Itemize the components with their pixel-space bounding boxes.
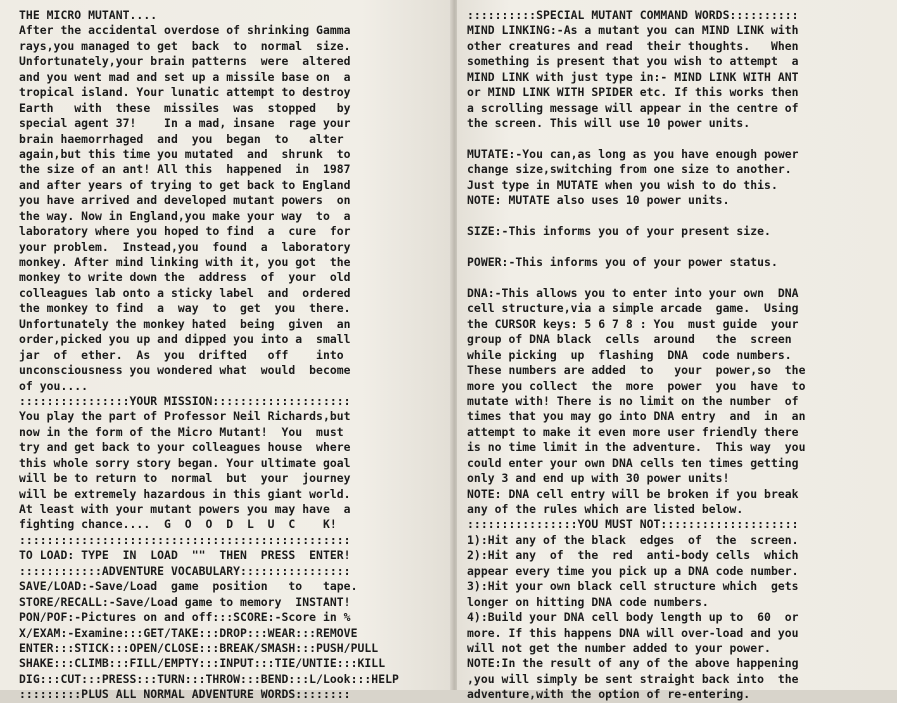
right-page [457, 0, 897, 702]
left-text-line: STORE/RECALL:-Save/Load game to memory INSTANT! [19, 594, 351, 609]
left-text-line: ENTER:::STICK:::OPEN/CLOSE:::BREAK/SMASH:::PUSH/PULL [19, 640, 379, 655]
right-text-line: MIND LINK with just type in:- MIND LINK WITH ANT [467, 69, 799, 84]
left-text-line: PON/POF:-Pictures on and off:::SCORE:-Score in % [19, 610, 351, 625]
left-text-line: :::::::::::::::::::::::::::::::::::::::::::::::: [19, 532, 351, 547]
left-text-line: X/EXAM:-Examine:::GET/TAKE:::DROP:::WEAR:::REMOVE [19, 625, 358, 640]
left-text-line: your problem. Instead,you found a laboratory [19, 239, 351, 254]
right-text-line: 1):Hit any of the black edges of the screen. [467, 532, 799, 547]
left-text-line: the monkey to find a way to get you there. [19, 301, 351, 316]
left-text-line: THE MICRO MUTANT.... [19, 8, 158, 22]
paragraph-gap [467, 209, 891, 224]
right-text-line: the screen. This will use 10 power units. [467, 116, 751, 131]
right-text-line: or MIND LINK WITH SPIDER etc. If this works then [467, 85, 799, 100]
right-text-line: is no time limit in the adventure. This way you [467, 440, 806, 455]
right-text-line: other creatures and read their thoughts. When [467, 38, 799, 53]
left-text-line: Earth with these missiles was stopped by [19, 100, 351, 115]
left-text-line: You play the part of Professor Neil Richards,but [19, 409, 351, 424]
right-text-line: NOTE: DNA cell entry will be broken if you break [467, 486, 799, 501]
left-text-line: and after years of trying to get back to England [19, 177, 351, 192]
right-text-line: NOTE: MUTATE also uses 10 power units. [467, 193, 730, 208]
left-text-line: jar of ether. As you drifted off into [19, 347, 344, 362]
right-text-line: Just type in MUTATE when you wish to do this. [467, 177, 778, 192]
right-text-line: could enter your own DNA cells ten times getting [467, 455, 799, 470]
right-text-line: POWER:-This informs you of your power status. [467, 255, 778, 269]
left-text-line: now in the form of the Micro Mutant! You must [19, 424, 344, 439]
right-text-line: times that you may go into DNA entry and in an [467, 409, 806, 424]
left-text-line: of you.... [19, 378, 89, 393]
right-text-line: cell structure,via a simple arcade game. Using [467, 301, 799, 316]
right-text-line: will not get the number added to your power. [467, 640, 771, 655]
right-text-line: group of DNA black cells around the screen [467, 332, 792, 347]
left-text-line: again,but this time you mutated and shrunk to [19, 146, 351, 161]
right-text-line: mutate with! There is no limit on the number of [467, 393, 799, 408]
left-text-line: and you went mad and set up a missile base on a [19, 69, 351, 84]
left-text-line: unconsciousness you wondered what would become [19, 363, 351, 378]
left-text-line: laboratory where you hoped to find a cure for [19, 224, 351, 239]
right-text-line: the CURSOR keys: 5 6 7 8 : You must guide your [467, 316, 799, 331]
left-text-line: :::::::::PLUS ALL NORMAL ADVENTURE WORDS:::::::: [19, 687, 351, 702]
left-text-line: will be to return to normal but your journey [19, 471, 351, 486]
right-text-line: MUTATE:-You can,as long as you have enough power [467, 146, 799, 161]
right-text-line: longer on hitting DNA code numbers. [467, 594, 709, 609]
right-text-line: ::::::::::::::::YOU MUST NOT:::::::::::::::::::: [467, 517, 799, 532]
right-text-line: NOTE:In the result of any of the above happening [467, 656, 799, 671]
left-text-line: monkey to write down the address of your old [19, 270, 351, 285]
left-text-line: rays,you managed to get back to normal size. [19, 38, 351, 53]
left-text-line: this whole sorry story began. Your ultimate goal [19, 455, 351, 470]
right-text-line: a scrolling message will appear in the centre of [467, 100, 799, 115]
left-text-line: At least with your mutant powers you may have a [19, 502, 351, 516]
right-text-line: more you collect the more power you have to [467, 378, 806, 393]
left-text-line: ::::::::::::ADVENTURE VOCABULARY:::::::::::::::: [19, 563, 351, 578]
right-text-line: ::::::::::SPECIAL MUTANT COMMAND WORDS:::::::::: [467, 8, 799, 22]
right-text-line: 4):Build your DNA cell body length up to 60 or [467, 610, 799, 625]
right-text-line: while picking up flashing DNA code numbers. [467, 347, 792, 362]
right-text-line: MIND LINKING:-As a mutant you can MIND LINK with [467, 23, 799, 38]
right-text-line: any of the rules which are listed below. [467, 502, 744, 516]
right-text-line: only 3 and end up with 30 power units! [467, 471, 730, 486]
right-text-line: SIZE:-This informs you of your present size. [467, 224, 771, 239]
right-text-line: appear every time you pick up a DNA code number. [467, 563, 799, 578]
right-text-line: These numbers are added to your power,so the [467, 363, 806, 378]
left-text-line: will be extremely hazardous in this giant world. [19, 486, 351, 501]
left-text-line: Unfortunately the monkey hated being given an [19, 316, 351, 331]
left-text-line: TO LOAD: TYPE IN LOAD "" THEN PRESS ENTER! [19, 548, 351, 563]
right-text-line: attempt to make it even more user friendly there [467, 424, 799, 439]
left-text-line: After the accidental overdose of shrinking Gamma [19, 23, 351, 38]
left-text-line: fighting chance.... G O O D L U C K! [19, 517, 337, 532]
left-text-line: brain haemorrhaged and you began to alter [19, 131, 344, 146]
left-text-line: the size of an ant! All this happened in 1987 [19, 162, 351, 177]
left-text-line: special agent 37! In a mad, insane rage your [19, 116, 351, 131]
right-text-line: ,you will simply be sent straight back into the [467, 671, 799, 686]
right-text-line: DNA:-This allows you to enter into your own DNA [467, 285, 799, 300]
left-text-line: you have arrived and developed mutant powers on [19, 193, 351, 208]
left-text-line: DIG:::CUT:::PRESS:::TURN:::THROW:::BEND:::L/Look:::HELP [19, 671, 399, 686]
left-text-line: colleagues lab onto a sticky label and ordered [19, 285, 351, 300]
right-text-line: 3):Hit your own black cell structure which gets [467, 579, 799, 594]
left-text-line: monkey. After mind linking with it, you got the [19, 255, 351, 269]
left-text-line: ::::::::::::::::YOUR MISSION:::::::::::::::::::: [19, 393, 351, 408]
paragraph-gap [467, 132, 891, 147]
paragraph-gap [467, 270, 891, 285]
right-text-line: 2):Hit any of the red anti-body cells which [467, 548, 799, 563]
paragraph-gap [467, 240, 891, 255]
left-text-line: the way. Now in England,you make your way to a [19, 208, 351, 223]
right-text-line: change size,switching from one size to another. [467, 162, 792, 177]
left-text-line: Unfortunately,your brain patterns were altered [19, 54, 351, 69]
left-text-line: try and get back to your colleagues house where [19, 440, 351, 455]
left-text-line: SHAKE:::CLIMB:::FILL/EMPTY:::INPUT:::TIE/UNTIE:::KILL [19, 656, 386, 671]
left-text-line: SAVE/LOAD:-Save/Load game position to tape. [19, 579, 358, 594]
right-text-line: something is present that you wish to attempt a [467, 54, 799, 69]
left-text-line: tropical island. Your lunatic attempt to destroy [19, 85, 351, 100]
left-text-line: order,picked you up and dipped you into a small [19, 332, 351, 347]
right-text-line: more. If this happens DNA will over-load and you [467, 625, 799, 640]
right-text-line: adventure,with the option of re-entering. [467, 687, 751, 702]
